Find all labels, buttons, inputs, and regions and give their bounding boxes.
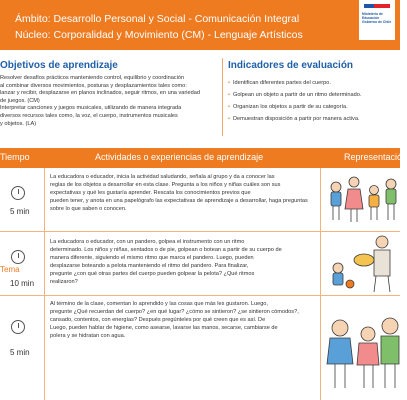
row-time: 5 min <box>10 207 30 216</box>
activity-line: La educadora o educador, con un pandero, golpea el instrumento con un ritmo <box>50 239 245 245</box>
ambito-title: Ámbito: Desarrollo Personal y Social - Comunicación Integral <box>15 13 300 25</box>
objective-line: Interpretar canciones y juegos musicales, utilizando de manera integrada <box>0 105 182 112</box>
row-time: 5 min <box>10 348 30 357</box>
objectives-title: Objetivos de aprendizaje <box>0 60 118 71</box>
indicators-title: Indicadores de evaluación <box>228 60 354 71</box>
activity-line: sobre lo que saben o conocen. <box>50 206 127 212</box>
section-divider <box>222 58 223 136</box>
ministry-logo <box>359 0 395 40</box>
children-group-illustration <box>324 170 400 230</box>
objective-line: al combinar diversos movimientos, posturas y desplazamientos tales como: <box>0 82 187 89</box>
indicator-item: • Organizan los objetos a partir de su categoría. <box>228 101 398 113</box>
col-header-time: Tiempo <box>0 152 30 162</box>
column-divider <box>44 168 45 400</box>
col-header-representation: Representación <box>344 152 407 162</box>
indicator-item: • Identifican diferentes partes del cuerpo. <box>228 77 398 89</box>
activity-line: Luego, pueden hablar de higiene, como asearse, lavarse las manos, secarse, cambiarse de <box>50 325 278 331</box>
column-divider <box>320 168 321 400</box>
objective-line: diversos recursos tales como, la voz, el cuerpo, instrumentos musicales <box>0 112 178 119</box>
activity-line: Al término de la clase, comentan lo aprendido y las cosas que más les gustaron. Luego, <box>50 301 268 307</box>
objective-line: Resolver desafíos prácticos manteniendo control, equilibrio y coordinación <box>0 75 185 81</box>
objective-line: lanzar y recibir, desplazarse en planos inclinados, seguir ritmos, en una variedad <box>0 90 200 97</box>
row-time: 10 min <box>10 279 35 288</box>
activity-line: pregunte ¿Qué recuerdan del cuerpo? ¿en qué lugar? ¿cómo se sintieron? ¿se sintieron cómodos?, <box>50 309 299 315</box>
activity-line: realizaron? <box>50 279 78 285</box>
nucleo-title: Núcleo: Corporalidad y Movimiento (CM) - Lenguaje Artísticos <box>15 29 303 41</box>
indicators-list <box>228 77 398 125</box>
row-divider <box>0 231 400 232</box>
activity-text <box>50 173 312 213</box>
activity-line: polera y se hidratan con agua. <box>50 333 126 339</box>
clock-icon <box>11 320 25 334</box>
activity-line: expectativas y qué les gustaría aprender. Rescata los conocimientos previos que <box>50 190 251 196</box>
clock-icon <box>11 186 25 200</box>
activity-text <box>50 238 312 286</box>
activity-line: pregunte ¿con qué otras partes del cuerpo pueden golpear la pelota? ¿Qué ritmos <box>50 271 255 277</box>
activity-text <box>50 300 312 340</box>
stage-label: Tema <box>0 265 20 274</box>
activity-line: pueden tener, y anota en una papelógrafo las expectativas de aprendizaje a desarrollar, haga preguntas <box>50 198 308 204</box>
children-conversation-illustration <box>324 300 400 398</box>
activity-line: determinado. Los niños y niñas, sentados o de pie, golpean o botean a partir de su cuerpo de <box>50 247 282 253</box>
objective-line: y objetos. (LA) <box>0 120 37 127</box>
header-bar <box>0 0 400 50</box>
objective-line: de juegos. (CM) <box>0 97 40 104</box>
col-header-activities: Actividades o experiencias de aprendizaje <box>95 152 264 162</box>
activity-line: reglas de los objetos a desarrollar en esta clase. Pregunta a los niños y niñas cuáles son sus <box>50 182 281 188</box>
activity-line: desplazarse boteando a pelota manteniendo el ritmo del pandero. Para finalizar, <box>50 263 249 269</box>
clock-icon <box>11 250 25 264</box>
drum-activity-illustration <box>324 234 400 294</box>
activity-line: cansado, contentos, con energías? Después pregúnteles por qué creen que es así. De <box>50 317 266 323</box>
objectives-list <box>0 75 218 128</box>
indicator-item: • Golpean un objeto a partir de un ritmo determinado. <box>228 89 398 101</box>
activity-line: La educadora o educador, inicia la actividad saludando, señala al grupo y da a conocer las <box>50 174 275 180</box>
row-divider <box>0 295 400 296</box>
indicator-item: • Demuestran disposición a partir por manera activa. <box>228 113 398 125</box>
activity-line: manera diferente, siguiendo el mismo ritmo que marca el pandero. Luego, pueden <box>50 255 254 261</box>
logo-text: Ministerio de Educación Gobierno de Chile <box>362 12 392 25</box>
table-header <box>0 148 407 168</box>
